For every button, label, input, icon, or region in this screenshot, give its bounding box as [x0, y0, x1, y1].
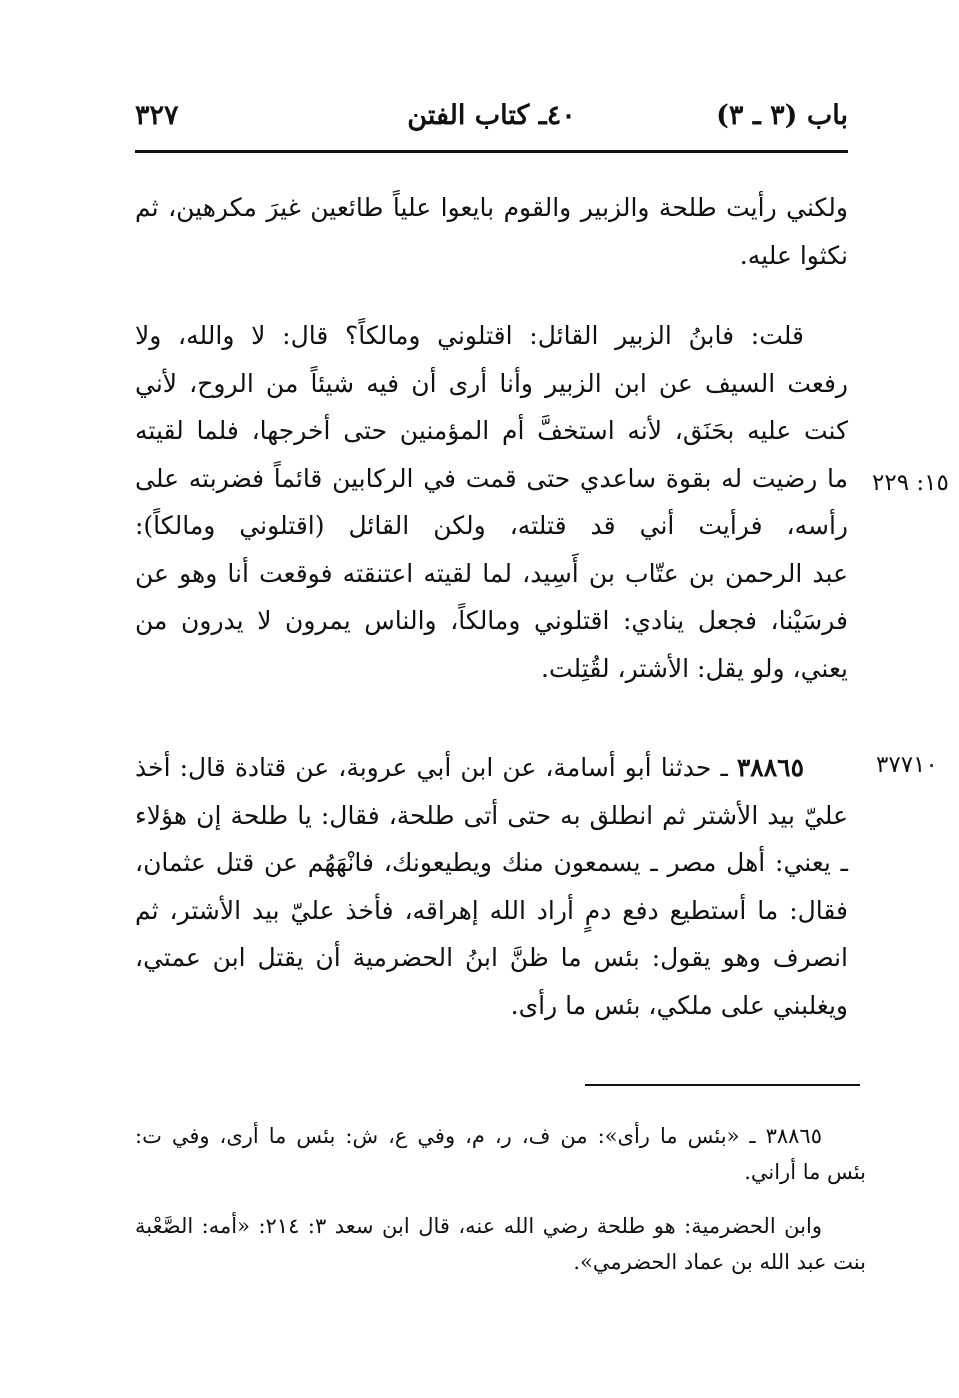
- marginal-reference: ١٥: ٢٢٩: [872, 470, 949, 496]
- text-line: عبد الرحمن بن عتّاب بن أَسِيد، لما لقيته اعتنقته فوقعت أنا وهو عن: [135, 558, 848, 588]
- footnote-line: بنت عبد الله بن عماد الحضرمي».: [573, 1250, 866, 1274]
- footnote-divider: [585, 1084, 860, 1086]
- text-line: [135, 744, 848, 792]
- paragraph-1: [135, 184, 848, 279]
- footnote-line: وابن الحضرمية: هو طلحة رضي الله عنه، قال ابن سعد ٣: ٢١٤: «أمه: الصَّعْبة: [135, 1214, 822, 1238]
- text-line: رأسه، فرأيت أني قد قتلته، ولكن القائل (اقتلوني ومالكاً):: [135, 511, 848, 540]
- marginal-reference: ٣٧٧١٠: [876, 752, 938, 778]
- chapter-heading: باب (٣ ـ ٣): [716, 100, 848, 131]
- text-line: ويغلبني على ملكي، بئس ما رأى.: [510, 990, 848, 1020]
- text-line: انصرف وهو يقول: بئس ما ظنَّ ابنُ الحضرمية أن يقتل ابن عمتي،: [135, 943, 848, 972]
- text-line: يعني، ولو يقل: الأشتر، لقُتِلت.: [541, 653, 848, 683]
- text-line: ـ يعني: أهل مصر ـ يسمعون منك ويطيعونك، فانْهَهُم عن قتل عثمان،: [135, 848, 848, 877]
- footnote-2: [135, 1208, 866, 1280]
- footnote-line: ٣٨٨٦٥ ـ «بئس ما رأى»: من ف، ر، م، وفي ع، ش: بئس ما أرى، وفي ت:: [135, 1124, 822, 1148]
- footnote-1: [135, 1118, 866, 1190]
- text-line: فرسَيْنا، فجعل ينادي: اقتلوني ومالكاً، والناس يمرون لا يدرون من: [135, 606, 848, 635]
- hadith-text: ـ حدثنا أبو أسامة، عن ابن أبي عروبة، عن قتادة قال: أخذ: [135, 753, 728, 782]
- header-divider: [135, 150, 848, 153]
- text-line: كنت عليه بحَنَق، لأنه استخفَّ أم المؤمنين حتى أخرجها، فلما لقيته: [135, 416, 848, 445]
- text-line: فقال: ما أستطيع دفع دمٍ أراد الله إهراقه، فأخذ عليّ بيد الأشتر، ثم: [135, 895, 848, 925]
- paragraph-2: [135, 312, 848, 692]
- text-line: ما رضيت له بقوة ساعدي حتى قمت في الركابين قائماً فضربته على: [135, 463, 848, 493]
- page-header: [135, 100, 848, 144]
- text-line: ولكني رأيت طلحة والزبير والقوم بايعوا علياً طائعين غيرَ مكرهين، ثم: [135, 193, 848, 222]
- text-line: عليّ بيد الأشتر ثم انطلق به حتى أتى طلحة، فقال: يا طلحة إن هؤلاء: [135, 800, 848, 830]
- text-line: رفعت السيف عن ابن الزبير وأنا أرى أن فيه شيئاً من الروح، لأني: [135, 368, 848, 398]
- page-number: ٣٢٧: [135, 100, 179, 131]
- footnote-line: بئس ما أراني.: [744, 1160, 866, 1184]
- book-title: ٤٠ـ كتاب الفتن: [407, 100, 576, 131]
- text-line: قلت: فابنُ الزبير القائل: اقتلوني ومالكاً؟ قال: لا والله، ولا: [135, 321, 804, 350]
- hadith-paragraph: [135, 744, 848, 1029]
- text-line: نكثوا عليه.: [739, 240, 848, 270]
- hadith-number: ٣٨٨٦٥: [736, 753, 804, 782]
